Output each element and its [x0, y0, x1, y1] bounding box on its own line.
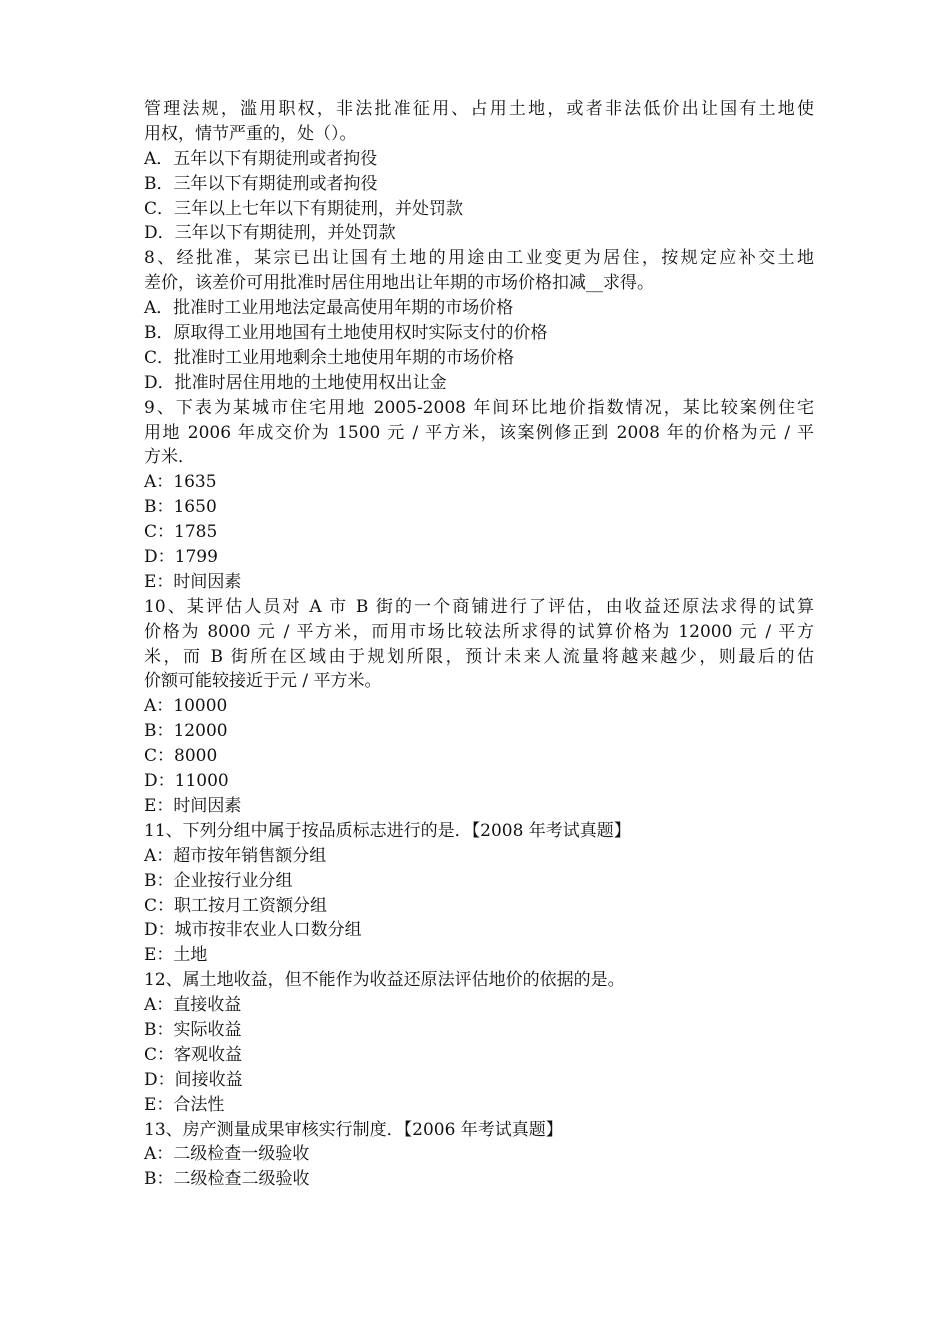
- question-12-option-d: D：间接收益: [144, 1069, 243, 1090]
- question-13-option-b: B：二级检查二级验收: [144, 1169, 310, 1190]
- question-9-option-e: E：时间因素: [144, 571, 242, 592]
- question-11-option-e: E：土地: [144, 945, 208, 966]
- question-12-stem: 12、属土地收益，但不能作为收益还原法评估地价的依据的是。: [144, 970, 625, 991]
- question-9-option-b: B：1650: [144, 497, 217, 518]
- question-12-option-b: B：实际收益: [144, 1019, 242, 1040]
- question-10-stem-line-1: 10、某评估人员对 A 市 B 街的一个商铺进行了评估，由收益还原法求得的试算: [144, 596, 814, 617]
- question-9-stem-line-2: 用地 2006 年成交价为 1500 元 / 平方米，该案例修正到 2008 年的价格为元 / 平: [144, 422, 814, 443]
- question-7-option-b: B．三年以下有期徒刑或者拘役: [144, 173, 378, 194]
- question-12-option-a: A：直接收益: [144, 995, 242, 1016]
- question-11-option-d: D：城市按非农业人口数分组: [144, 920, 362, 941]
- question-8-stem-line-2: 差价，该差价可用批准时居住用地出让年期的市场价格扣减__求得。: [144, 273, 654, 294]
- question-10-stem-line-3: 米，而 B 街所在区域由于规划所限，预计未来人流量将越来越少，则最后的估: [144, 646, 814, 667]
- question-9-stem-line-1: 9、下表为某城市住宅用地 2005-2008 年间环比地价指数情况，某比较案例住宅: [144, 397, 814, 418]
- question-7-option-a: A．五年以下有期徒刑或者拘役: [144, 148, 378, 169]
- question-11-option-c: C：职工按月工资额分组: [144, 895, 328, 916]
- question-10-stem-line-4: 价额可能较接近于元 / 平方米。: [144, 671, 382, 692]
- question-7-stem-line-1: 管理法规，滥用职权，非法批准征用、占用土地，或者非法低价出让国有土地使: [144, 99, 814, 119]
- question-9-stem-line-3: 方米．: [144, 447, 195, 468]
- question-10-option-d: D：11000: [144, 771, 229, 792]
- question-10-stem-line-2: 价格为 8000 元 / 平方米，而用市场比较法所求得的试算价格为 12000 元 / 平方: [144, 621, 814, 642]
- question-8-option-b: B．原取得工业用地国有土地使用权时实际支付的价格: [144, 323, 548, 344]
- question-8-stem-line-1: 8、经批准，某宗已出让国有土地的用途由工业变更为居住，按规定应补交土地: [144, 248, 814, 269]
- question-13-stem: 13、房产测量成果审核实行制度．【2006 年考试真题】: [144, 1119, 563, 1140]
- question-7-option-c: C．三年以上七年以下有期徒刑，并处罚款: [144, 198, 464, 219]
- question-10-option-e: E：时间因素: [144, 795, 242, 816]
- question-9-option-c: C：1785: [144, 522, 218, 543]
- question-9-option-a: A：1635: [144, 472, 217, 493]
- question-11-option-b: B：企业按行业分组: [144, 870, 293, 891]
- question-8-option-a: A．批准时工业用地法定最高使用年期的市场价格: [144, 298, 514, 319]
- question-9-option-d: D：1799: [144, 547, 218, 568]
- question-11-option-a: A：超市按年销售额分组: [144, 845, 327, 866]
- question-13-option-a: A：二级检查一级验收: [144, 1144, 310, 1165]
- question-10-option-b: B：12000: [144, 721, 228, 742]
- question-8-option-d: D．批准时居住用地的土地使用权出让金: [144, 372, 447, 393]
- question-10-option-c: C：8000: [144, 746, 218, 767]
- question-10-option-a: A：10000: [144, 696, 228, 717]
- question-12-option-c: C：客观收益: [144, 1044, 243, 1065]
- question-11-stem: 11、下列分组中属于按品质标志进行的是．【2008 年考试真题】: [144, 820, 631, 841]
- question-7-stem-line-2: 用权，情节严重的，处（）。: [144, 123, 357, 144]
- question-8-option-c: C．批准时工业用地剩余土地使用年期的市场价格: [144, 347, 515, 368]
- question-12-option-e: E：合法性: [144, 1094, 225, 1115]
- question-7-option-d: D．三年以下有期徒刑，并处罚款: [144, 223, 396, 244]
- document-body: [144, 97, 814, 1192]
